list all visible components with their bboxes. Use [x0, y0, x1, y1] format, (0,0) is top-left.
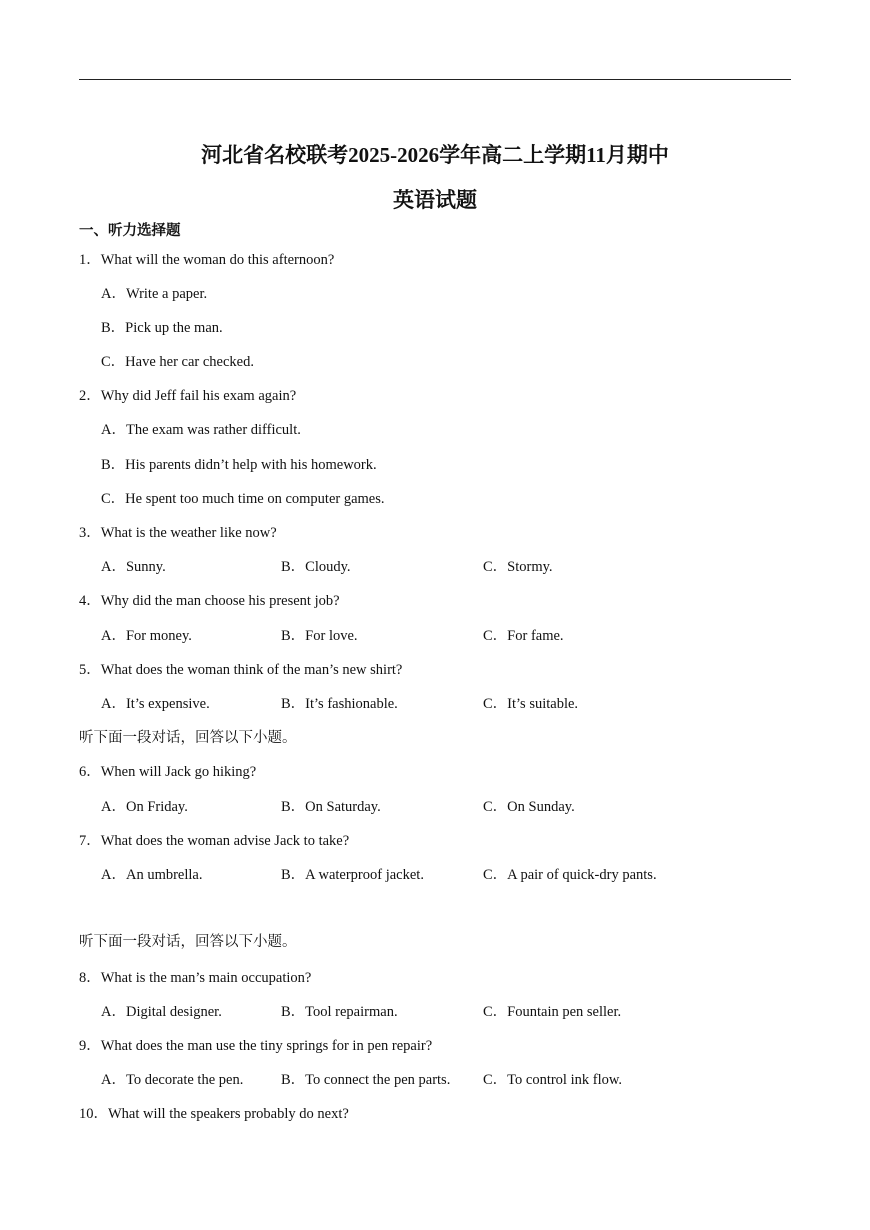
- question-8-option-b: B．Tool repairman.: [281, 1004, 398, 1020]
- question-9-option-a: A．To decorate the pen.: [101, 1072, 244, 1088]
- question-1: 1．What will the woman do this afternoon?: [79, 252, 335, 268]
- question-6: 6．When will Jack go hiking?: [79, 764, 257, 780]
- question-1-option-a: A．Write a paper.: [101, 286, 208, 302]
- question-6-option-a: A．On Friday.: [101, 799, 188, 815]
- question-6-option-b: B．On Saturday.: [281, 799, 381, 815]
- instruction-2: 听下面一段对话，回答以下小题。: [79, 934, 297, 950]
- question-6-option-c: C．On Sunday.: [483, 799, 575, 815]
- question-5: 5．What does the woman think of the man’s new shirt?: [79, 662, 403, 678]
- question-7-option-b: B．A waterproof jacket.: [281, 867, 424, 883]
- question-5-option-b: B．It’s fashionable.: [281, 696, 398, 712]
- question-5-option-a: A．It’s expensive.: [101, 696, 210, 712]
- question-9-option-c: C．To control ink flow.: [483, 1072, 623, 1088]
- instruction-1: 听下面一段对话，回答以下小题。: [79, 730, 297, 746]
- section-heading-listening: 一、听力选择题: [79, 223, 181, 239]
- question-10: 10．What will the speakers probably do next?: [79, 1106, 349, 1122]
- document-title: 河北省名校联考2025-2026学年高二上学期11月期中: [201, 143, 669, 167]
- question-7-option-a: A．An umbrella.: [101, 867, 203, 883]
- question-4-option-c: C．For fame.: [483, 628, 564, 644]
- question-7: 7．What does the woman advise Jack to take?: [79, 833, 350, 849]
- document-subtitle: 英语试题: [393, 188, 477, 212]
- question-3-option-c: C．Stormy.: [483, 559, 553, 575]
- question-1-option-c: C．Have her car checked.: [101, 354, 254, 370]
- question-3-option-a: A．Sunny.: [101, 559, 166, 575]
- question-3: 3．What is the weather like now?: [79, 525, 277, 541]
- header-rule: [79, 79, 791, 80]
- question-2-option-a: A．The exam was rather difficult.: [101, 422, 301, 438]
- question-7-option-c: C．A pair of quick-dry pants.: [483, 867, 657, 883]
- question-9: 9．What does the man use the tiny springs for in pen repair?: [79, 1038, 433, 1054]
- question-4: 4．Why did the man choose his present job?: [79, 593, 340, 609]
- question-2-option-b: B．His parents didn’t help with his homework.: [101, 457, 377, 473]
- question-2: 2．Why did Jeff fail his exam again?: [79, 388, 297, 404]
- question-5-option-c: C．It’s suitable.: [483, 696, 579, 712]
- question-9-option-b: B．To connect the pen parts.: [281, 1072, 451, 1088]
- question-3-option-b: B．Cloudy.: [281, 559, 351, 575]
- question-8: 8．What is the man’s main occupation?: [79, 970, 312, 986]
- question-8-option-a: A．Digital designer.: [101, 1004, 222, 1020]
- question-8-option-c: C．Fountain pen seller.: [483, 1004, 622, 1020]
- question-4-option-b: B．For love.: [281, 628, 358, 644]
- question-2-option-c: C．He spent too much time on computer games.: [101, 491, 385, 507]
- question-4-option-a: A．For money.: [101, 628, 192, 644]
- question-1-option-b: B．Pick up the man.: [101, 320, 223, 336]
